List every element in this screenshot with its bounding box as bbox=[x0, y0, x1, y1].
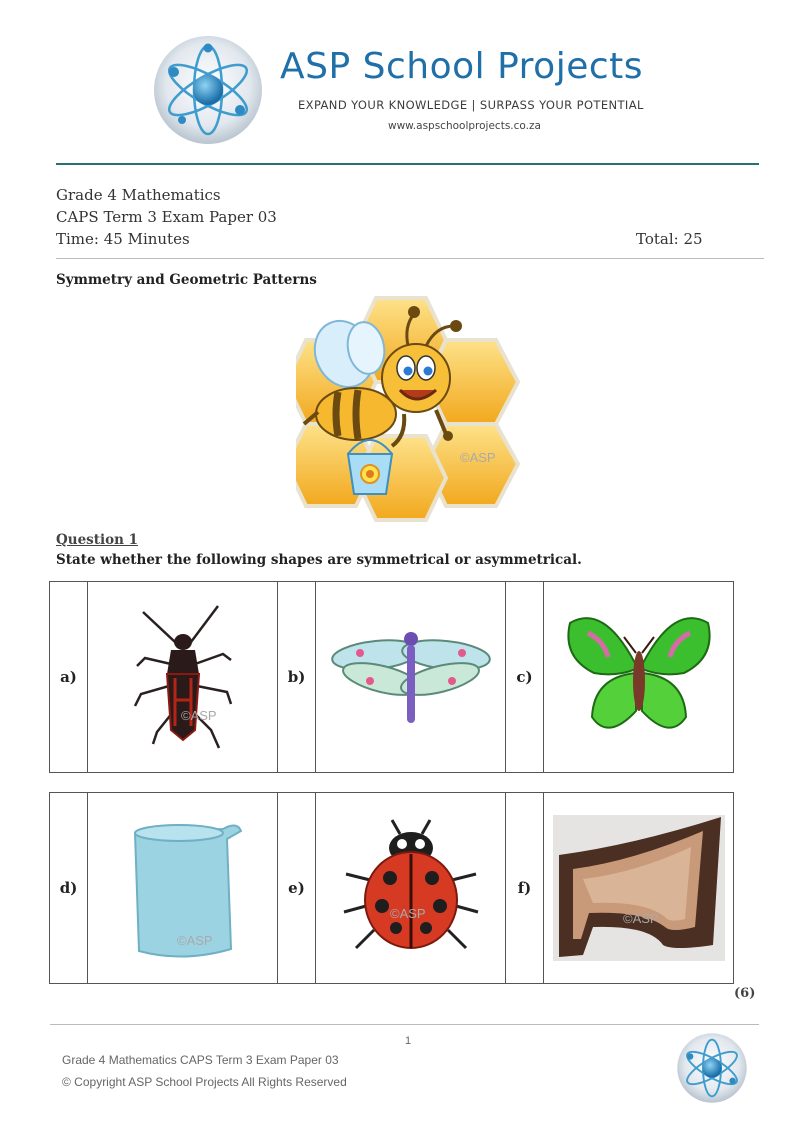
cell-a bbox=[88, 582, 278, 773]
label-b: b) bbox=[278, 582, 316, 773]
question-title: Question 1 bbox=[56, 532, 139, 548]
watermark: ©ASP bbox=[176, 933, 213, 948]
watermark: ©ASP bbox=[622, 911, 659, 926]
page-header bbox=[0, 0, 799, 160]
shape-table-row2 bbox=[49, 792, 734, 984]
cell-e bbox=[316, 793, 506, 984]
label-e: e) bbox=[278, 793, 316, 984]
footer-divider bbox=[50, 1024, 759, 1025]
watermark: ©ASP bbox=[180, 708, 217, 723]
watermark: ©ASP bbox=[389, 906, 426, 921]
cell-c bbox=[544, 582, 734, 773]
question-marks: (6) bbox=[734, 986, 756, 1001]
label-f: f) bbox=[506, 793, 544, 984]
bee-honeycomb-illustration bbox=[296, 296, 524, 524]
question-instruction: State whether the following shapes are symmetrical or asymmetrical. bbox=[56, 552, 582, 568]
page-number: 1 bbox=[405, 1035, 412, 1047]
brand-tagline: EXPAND YOUR KNOWLEDGE | SURPASS YOUR POTENTIAL bbox=[298, 98, 644, 112]
dragonfly-icon bbox=[326, 627, 496, 727]
time-line: Time: 45 Minutes bbox=[56, 230, 190, 248]
paper-line: CAPS Term 3 Exam Paper 03 bbox=[56, 208, 277, 226]
label-a: a) bbox=[50, 582, 88, 773]
atom-logo-icon bbox=[676, 1032, 748, 1104]
ladybug-icon bbox=[336, 818, 486, 958]
brand-title: ASP School Projects bbox=[280, 46, 644, 87]
watermark: ©ASP bbox=[460, 450, 496, 465]
grade-line: Grade 4 Mathematics bbox=[56, 186, 221, 204]
cell-d bbox=[88, 793, 278, 984]
beetle-icon bbox=[123, 602, 243, 752]
cell-f bbox=[544, 793, 734, 984]
section-title: Symmetry and Geometric Patterns bbox=[56, 272, 317, 288]
meta-divider bbox=[56, 258, 764, 259]
label-c: c) bbox=[506, 582, 544, 773]
header-divider bbox=[56, 163, 759, 165]
cell-b bbox=[316, 582, 506, 773]
brand-url: www.aspschoolprojects.co.za bbox=[388, 120, 541, 132]
jug-icon bbox=[123, 813, 243, 963]
label-d: d) bbox=[50, 793, 88, 984]
footer-title: Grade 4 Mathematics CAPS Term 3 Exam Paper 03 bbox=[62, 1053, 339, 1067]
chair-icon bbox=[553, 815, 725, 961]
butterfly-icon bbox=[564, 607, 714, 747]
atom-logo-icon bbox=[152, 34, 264, 146]
shape-table-row1 bbox=[49, 581, 734, 773]
footer-copyright: © Copyright ASP School Projects All Rights Reserved bbox=[62, 1075, 347, 1089]
total-marks: Total: 25 bbox=[636, 230, 703, 248]
